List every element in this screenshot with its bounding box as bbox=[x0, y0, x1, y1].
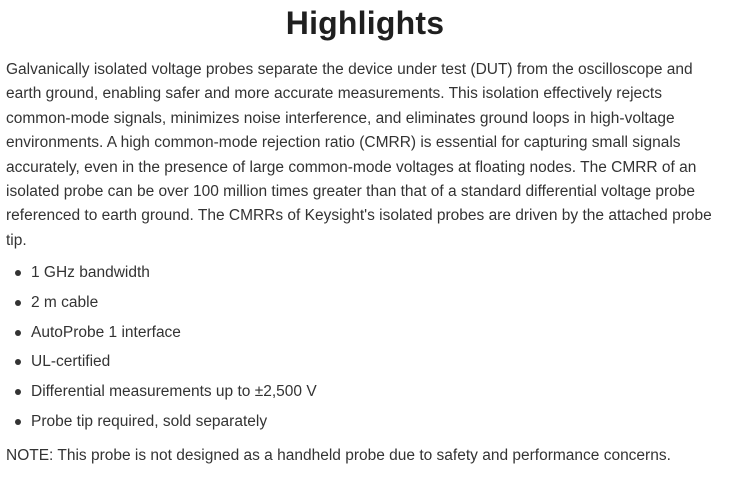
bullet-icon bbox=[15, 300, 21, 306]
bullet-icon bbox=[15, 419, 21, 425]
section-title: Highlights bbox=[285, 5, 445, 41]
list-item bbox=[6, 258, 724, 288]
feature-text: 1 GHz bandwidth bbox=[31, 264, 150, 282]
list-item bbox=[6, 318, 724, 348]
feature-list bbox=[6, 258, 724, 436]
intro-paragraph: Galvanically isolated voltage probes separate the device under test (DUT) from the oscilloscope and earth ground, enabling safer and more accurate measurements. This isolation effectively rejects common-mode signals, minimizes noise interference, and eliminates ground loops in high-voltage environments. A high common-mode rejection ratio (CMRR) is essential for capturing small signals accurately, even in the presence of large common-mode voltages at floating nodes. The CMRR of an isolated probe can be over 100 million times greater than that of a standard differential voltage probe referenced to earth ground. The CMRRs of Keysight's isolated probes are driven by the attached probe tip. bbox=[6, 61, 712, 249]
feature-text: 2 m cable bbox=[31, 293, 99, 311]
bullet-icon bbox=[15, 359, 21, 365]
list-item bbox=[6, 377, 724, 407]
feature-text: Differential measurements up to ±2,500 V bbox=[31, 383, 317, 400]
list-item bbox=[6, 407, 724, 437]
feature-text: UL-certified bbox=[31, 353, 111, 371]
feature-text: Probe tip required, sold separately bbox=[31, 412, 268, 430]
bullet-icon bbox=[15, 389, 21, 395]
bullet-icon bbox=[15, 270, 21, 276]
safety-note: NOTE: This probe is not designed as a handheld probe due to safety and performance concerns. bbox=[6, 447, 671, 465]
bullet-icon bbox=[15, 330, 21, 336]
list-item bbox=[6, 288, 724, 318]
list-item bbox=[6, 347, 724, 377]
feature-text: AutoProbe 1 interface bbox=[31, 323, 181, 341]
